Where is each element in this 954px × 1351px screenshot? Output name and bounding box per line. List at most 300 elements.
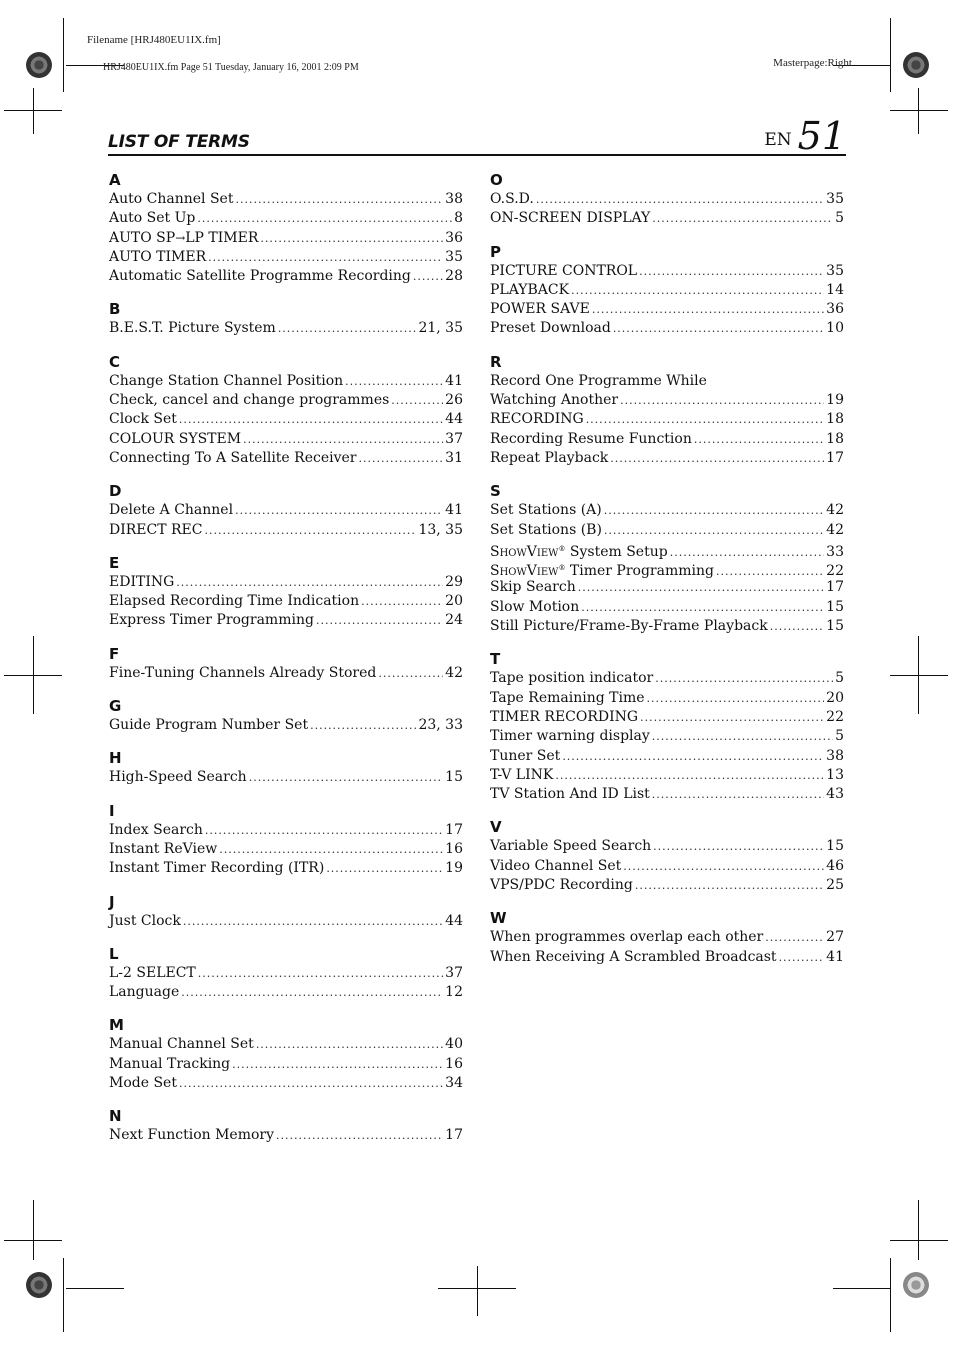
index-section [490, 353, 844, 468]
dot-leader [562, 747, 824, 766]
entry-page: 16 [445, 1055, 463, 1072]
dot-leader [635, 876, 824, 895]
dot-leader [623, 857, 824, 876]
index-entry [490, 578, 844, 597]
registered-mark: ® [558, 564, 566, 573]
entry-page: 35 [826, 262, 844, 279]
dot-leader [586, 410, 824, 429]
entry-term: Next Function Memory [109, 1127, 275, 1144]
crop-mark [890, 675, 948, 676]
entry-term: Instant ReView [109, 840, 218, 857]
entry-page: 15 [826, 598, 844, 615]
entry-term: Index Search [109, 821, 203, 838]
entry-term: Repeat Playback [490, 449, 609, 466]
index-section [109, 1016, 463, 1093]
index-entry [490, 262, 844, 281]
index-entry [109, 410, 463, 429]
index-entry [490, 766, 844, 785]
entry-term: Record One Programme While [490, 372, 707, 389]
entry-page: 23, 33 [418, 717, 463, 734]
index-entry [490, 785, 844, 804]
entry-term: O.S.D. [490, 191, 534, 207]
dot-leader [235, 501, 443, 520]
section-letter: J [109, 892, 115, 911]
section-letter: G [109, 697, 122, 716]
entry-page: 28 [445, 268, 463, 285]
entry-page: 36 [826, 301, 844, 318]
dot-leader [176, 573, 443, 592]
dot-leader [604, 501, 824, 520]
entry-page: 20 [826, 689, 844, 706]
section-letter: S [490, 482, 501, 501]
entry-page: 34 [445, 1075, 463, 1092]
index-entry [109, 1055, 463, 1074]
crop-mark [918, 636, 919, 714]
section-letter: W [490, 909, 507, 928]
entry-term: AUTO TIMER [109, 248, 207, 265]
index-entry [490, 449, 844, 468]
section-letter: E [109, 553, 120, 572]
dot-leader [652, 209, 833, 228]
entry-term: Tape position indicator [490, 670, 654, 687]
dot-leader [578, 578, 824, 597]
index-entry [490, 501, 844, 520]
dot-leader [378, 664, 443, 683]
entry-term: Express Timer Programming [109, 612, 314, 629]
dot-leader [276, 1126, 443, 1145]
index-entry [490, 747, 844, 766]
entry-page: 15 [826, 618, 844, 635]
index-entry [109, 983, 463, 1002]
index-entry [109, 912, 463, 931]
dot-leader [555, 766, 824, 785]
crop-mark [63, 1258, 64, 1332]
crop-mark [890, 1240, 948, 1241]
dot-leader [639, 262, 824, 281]
section-letter: N [109, 1107, 122, 1126]
entry-term: Set Stations (A) [490, 502, 602, 519]
section-letter: R [490, 352, 502, 371]
dot-leader [694, 430, 824, 449]
entry-term: Auto Channel Set [109, 191, 234, 207]
entry-page: 14 [826, 281, 844, 298]
crop-mark [890, 1258, 891, 1332]
entry-term: Watching Another [490, 392, 619, 409]
index-entry [490, 689, 844, 708]
index-entry [109, 372, 463, 391]
entry-page: 41 [826, 948, 844, 965]
dot-leader [278, 319, 417, 338]
language-code: EN [764, 130, 792, 150]
index-entry [490, 669, 844, 688]
index-entry [490, 727, 844, 746]
index-entry [490, 209, 844, 228]
section-letter: T [490, 650, 501, 669]
page-header [108, 114, 846, 158]
index-entry [109, 768, 463, 787]
entry-term: Variable Speed Search [490, 838, 652, 855]
section-letter: M [109, 1016, 124, 1035]
section-letter: V [490, 818, 502, 837]
section-letter: I [109, 801, 115, 820]
entry-page: 10 [826, 320, 844, 337]
entry-term: Instant Timer Recording (ITR) [109, 860, 325, 877]
entry-term: Fine-Tuning Channels Already Stored [109, 664, 377, 681]
entry-term: Guide Program Number Set [109, 717, 309, 734]
terms-column-left [109, 171, 463, 1160]
section-letter: H [109, 749, 122, 768]
section-letter: O [490, 171, 503, 189]
entry-page: 22 [826, 563, 844, 580]
index-section [490, 482, 844, 636]
index-entry [490, 521, 844, 540]
entry-page: 16 [445, 840, 463, 857]
index-entry [109, 716, 463, 735]
crop-mark [63, 18, 64, 92]
index-entry [490, 708, 844, 727]
dot-leader [260, 229, 443, 248]
entry-page: 25 [826, 877, 844, 894]
entry-term: PICTURE CONTROL [490, 262, 638, 279]
dot-leader [326, 859, 443, 878]
dot-leader [205, 521, 417, 540]
dot-leader [581, 598, 824, 617]
index-section [490, 243, 844, 339]
index-entry [490, 617, 844, 636]
dot-leader [413, 267, 443, 286]
entry-term: Language [109, 984, 180, 1001]
dot-leader [647, 689, 825, 708]
entry-term: Clock Set [109, 411, 177, 428]
section-letter: A [109, 171, 121, 189]
index-section [109, 353, 463, 468]
entry-page: 19 [445, 860, 463, 877]
entry-term: Tape Remaining Time [490, 689, 645, 706]
dot-leader [765, 928, 824, 947]
arrow-right-icon: → [175, 230, 186, 245]
index-entry [109, 430, 463, 449]
entry-page: 42 [826, 502, 844, 519]
entry-page: 13, 35 [418, 521, 463, 538]
index-entry [109, 248, 463, 267]
entry-page: 40 [445, 1036, 463, 1053]
dot-leader [183, 912, 443, 931]
dot-leader [235, 190, 443, 209]
entry-term: DIRECT REC [109, 521, 203, 538]
dot-leader [243, 430, 443, 449]
entry-page: 19 [826, 392, 844, 409]
index-entry [109, 664, 463, 683]
entry-page: 5 [835, 728, 844, 745]
entry-page: 44 [445, 912, 463, 929]
entry-term: Check, cancel and change programmes [109, 392, 390, 409]
dot-leader [613, 319, 824, 338]
index-section [109, 697, 463, 735]
entry-term: Slow Motion [490, 598, 580, 615]
dot-leader [770, 617, 824, 636]
index-entry [490, 559, 844, 578]
index-entry [109, 267, 463, 286]
index-section [490, 171, 844, 229]
index-entry [109, 964, 463, 983]
index-entry [109, 573, 463, 592]
dot-leader [310, 716, 416, 735]
entry-page: 41 [445, 502, 463, 519]
entry-term: ON-SCREEN DISPLAY [490, 210, 651, 227]
fm-page-line: HRJ480EU1IX.fm Page 51 Tuesday, January 16, 2001 2:09 PM [103, 62, 359, 73]
entry-page: 12 [445, 984, 463, 1001]
dot-leader [391, 391, 443, 410]
dot-leader [653, 837, 824, 856]
dot-leader [179, 1074, 443, 1093]
index-entry [109, 190, 463, 209]
entry-page: 20 [445, 593, 463, 610]
entry-page: 8 [454, 210, 463, 227]
entry-page: 35 [826, 191, 844, 207]
index-section [490, 650, 844, 804]
entry-term: Manual Tracking [109, 1055, 231, 1072]
index-section [109, 482, 463, 540]
index-entry [490, 540, 844, 559]
entry-term: COLOUR SYSTEM [109, 430, 242, 447]
dot-leader [604, 521, 824, 540]
index-entry [109, 1126, 463, 1145]
entry-page: 42 [826, 521, 844, 538]
entry-term: B.E.S.T. Picture System [109, 320, 276, 337]
registered-mark: ® [558, 544, 566, 553]
index-section [109, 171, 463, 286]
entry-page: 15 [826, 838, 844, 855]
section-letter: C [109, 352, 121, 371]
entry-term-brand: ShowView [490, 543, 559, 560]
dot-leader [219, 840, 443, 859]
section-letter: P [490, 242, 501, 261]
crop-mark [890, 110, 948, 111]
entry-term: Connecting To A Satellite Receiver [109, 449, 357, 466]
entry-term: T-V LINK [490, 766, 554, 783]
entry-term: Timer warning display [490, 728, 650, 745]
entry-term: TIMER RECORDING [490, 708, 639, 725]
dot-leader [358, 449, 443, 468]
index-section [109, 645, 463, 683]
index-entry [109, 592, 463, 611]
registration-dot [26, 1272, 52, 1298]
index-entry [490, 598, 844, 617]
entry-page: 17 [826, 449, 844, 466]
index-entry [490, 410, 844, 429]
crop-mark [918, 88, 919, 134]
crop-mark [33, 88, 34, 134]
page-title: LIST OF TERMS [108, 132, 250, 152]
entry-term: High-Speed Search [109, 769, 247, 786]
dot-leader [345, 372, 443, 391]
entry-term: Auto Set Up [109, 210, 196, 227]
entry-page: 18 [826, 430, 844, 447]
entry-page: 36 [445, 229, 463, 246]
entry-page: 38 [826, 747, 844, 764]
dot-leader [361, 592, 443, 611]
entry-term: TV Station And ID List [490, 786, 650, 803]
index-entry [490, 190, 844, 209]
index-entry [490, 372, 844, 391]
entry-term [109, 229, 258, 248]
index-section [109, 554, 463, 631]
index-entry [490, 857, 844, 876]
entry-page: 5 [835, 670, 844, 687]
entry-term: RECORDING [490, 411, 584, 428]
index-entry [109, 840, 463, 859]
dot-leader [610, 449, 824, 468]
entry-page: 26 [445, 392, 463, 409]
dot-leader [197, 209, 452, 228]
crop-mark [918, 1200, 919, 1260]
page-number-value: 51 [797, 114, 846, 158]
entry-page: 31 [445, 449, 463, 466]
entry-page: 35 [445, 248, 463, 265]
entry-page: 27 [826, 929, 844, 946]
crop-mark [833, 1288, 891, 1289]
entry-term: Tuner Set [490, 747, 561, 764]
dot-leader [256, 1035, 443, 1054]
index-entry [109, 209, 463, 228]
crop-mark [890, 18, 891, 92]
dot-leader [181, 983, 443, 1002]
entry-term-part: LP TIMER [185, 229, 259, 246]
terms-column-right [490, 171, 844, 981]
entry-page: 17 [445, 821, 463, 838]
entry-term: PLAYBACK [490, 281, 570, 298]
entry-term: L-2 SELECT [109, 964, 196, 981]
entry-page: 29 [445, 573, 463, 590]
index-entry [490, 391, 844, 410]
entry-page: 38 [445, 191, 463, 207]
dot-leader [249, 768, 443, 787]
entry-term: Automatic Satellite Programme Recording [109, 268, 411, 285]
entry-page: 22 [826, 708, 844, 725]
filename-label: Filename [HRJ480EU1IX.fm] [87, 34, 221, 46]
entry-term: EDITING [109, 573, 175, 590]
index-entry [490, 430, 844, 449]
index-entry [109, 319, 463, 338]
index-section [109, 300, 463, 338]
crop-mark [477, 1266, 478, 1316]
index-entry [490, 928, 844, 947]
index-entry [109, 501, 463, 520]
index-entry [109, 449, 463, 468]
dot-leader [779, 948, 825, 967]
dot-leader [208, 248, 443, 267]
index-section [490, 818, 844, 895]
dot-leader [655, 669, 833, 688]
entry-page: 13 [826, 766, 844, 783]
entry-page: 18 [826, 411, 844, 428]
index-section [490, 909, 844, 967]
entry-term-part: Timer Programming [569, 563, 714, 580]
entry-page: 15 [445, 769, 463, 786]
entry-page: 5 [835, 210, 844, 227]
entry-term: Elapsed Recording Time Indication [109, 593, 360, 610]
index-entry [109, 229, 463, 248]
dot-leader [652, 727, 833, 746]
entry-page: 33 [826, 543, 844, 560]
index-entry [490, 300, 844, 319]
crop-mark [33, 1200, 34, 1260]
entry-term: When programmes overlap each other [490, 929, 764, 946]
index-entry [490, 837, 844, 856]
index-section [109, 945, 463, 1003]
entry-page: 41 [445, 372, 463, 389]
entry-page: 24 [445, 612, 463, 629]
dot-leader [652, 785, 824, 804]
masterpage-label: Masterpage:Right [773, 57, 852, 69]
entry-page: 37 [445, 430, 463, 447]
index-entry [109, 859, 463, 878]
index-entry [109, 1035, 463, 1054]
entry-page: 37 [445, 964, 463, 981]
dot-leader [179, 410, 443, 429]
entry-term: POWER SAVE [490, 301, 590, 318]
entry-term: Video Channel Set [490, 857, 622, 874]
entry-term: When Receiving A Scrambled Broadcast [490, 948, 777, 965]
dot-leader [640, 708, 824, 727]
entry-term: VPS/PDC Recording [490, 877, 633, 894]
dot-leader [316, 611, 443, 630]
index-section [109, 749, 463, 787]
crop-mark [33, 636, 34, 714]
entry-page: 17 [826, 579, 844, 596]
index-section [109, 802, 463, 879]
section-letter: D [109, 482, 122, 501]
index-entry [490, 876, 844, 895]
dot-leader [620, 391, 824, 410]
index-entry [109, 611, 463, 630]
entry-term-part: System Setup [569, 543, 668, 560]
entry-page: 17 [445, 1127, 463, 1144]
crop-mark [66, 1288, 124, 1289]
entry-page: 46 [826, 857, 844, 874]
section-letter: F [109, 644, 120, 663]
index-entry [109, 1074, 463, 1093]
entry-page: 42 [445, 664, 463, 681]
index-entry [109, 821, 463, 840]
entry-page: 44 [445, 411, 463, 428]
entry-term-part: AUTO SP [109, 229, 176, 246]
dot-leader [232, 1055, 443, 1074]
entry-term: Just Clock [109, 912, 181, 929]
dot-leader [536, 190, 824, 209]
index-entry [490, 281, 844, 300]
entry-term: Manual Channel Set [109, 1036, 254, 1053]
entry-term: Delete A Channel [109, 502, 234, 519]
registration-dot [903, 1272, 929, 1298]
entry-term-brand: ShowView [490, 563, 559, 580]
page-number [764, 114, 846, 158]
entry-term: Change Station Channel Position [109, 372, 344, 389]
entry-term: Preset Download [490, 320, 611, 337]
entry-term: Skip Search [490, 579, 576, 596]
entry-page: 21, 35 [418, 320, 463, 337]
index-section [109, 893, 463, 931]
dot-leader [571, 281, 824, 300]
entry-term: Recording Resume Function [490, 430, 692, 447]
index-section [109, 1107, 463, 1145]
entry-term: Still Picture/Frame-By-Frame Playback [490, 618, 768, 635]
section-letter: L [109, 944, 119, 963]
index-entry [109, 391, 463, 410]
index-entry [490, 319, 844, 338]
registration-dot [903, 52, 929, 78]
dot-leader [198, 964, 443, 983]
